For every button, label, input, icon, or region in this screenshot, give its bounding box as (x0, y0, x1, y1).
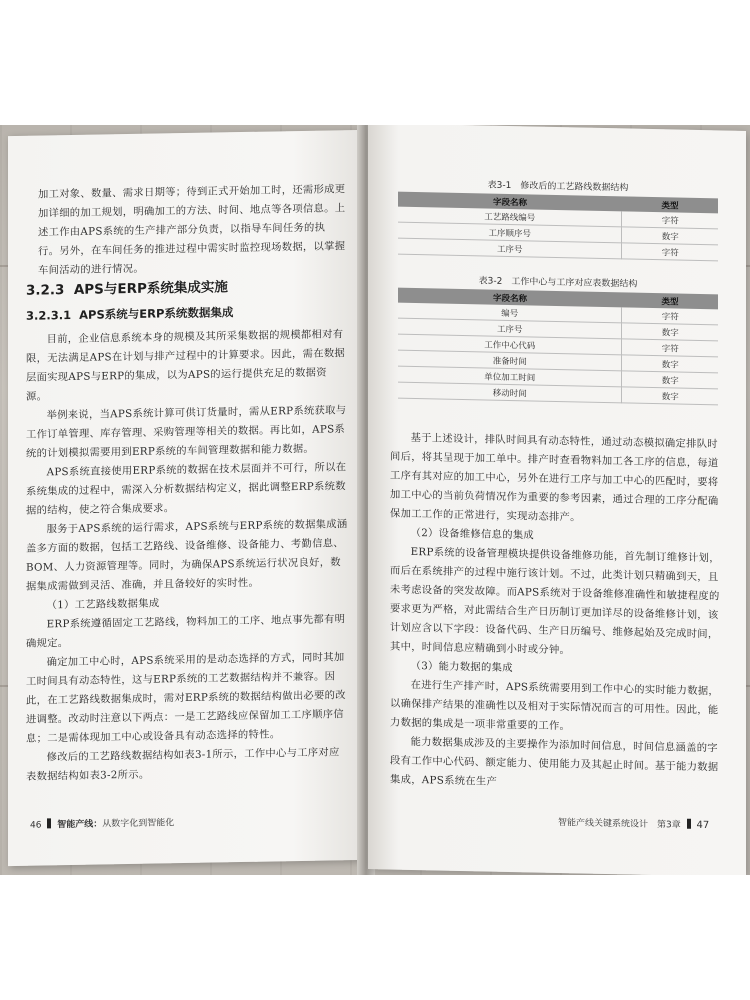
table-cell: 移动时间 (398, 382, 622, 403)
table-cell: 单位加工时间 (398, 366, 622, 387)
table-3-1-caption: 表3-1 修改后的工艺路线数据结构 (487, 180, 629, 194)
right-page-number: 47 (696, 819, 710, 832)
footer-bar (47, 818, 51, 828)
table-cell: 字符 (622, 339, 718, 357)
left-paragraph-2: 举例来说，当APS系统计算可供订货量时，需从ERP系统获取与工作订单管理、库存管理、采购管理等相关的数据。再比如，APS系统的计划模拟需要用到ERP系统的车间管理数据和能力数据。 (26, 404, 347, 460)
left-paragraph-7: 修改后的工艺路线数据结构如表3-1所示，工作中心与工序对应表数据结构如表3-2所示。 (26, 746, 340, 783)
table-cell: 数字 (622, 387, 718, 405)
left-item-1: （1）工艺路线数据集成 (46, 597, 160, 612)
left-page-number: 46 (30, 820, 42, 831)
table-cell: 字符 (622, 211, 718, 229)
right-item-2: （2）设备维修信息的集成 (410, 526, 535, 542)
book-photo (0, 125, 750, 875)
footer-chapter: 智能产线关键系统设计 第3章 (558, 818, 681, 831)
left-paragraph-3: APS系统直接使用ERP系统的数据在技术层面并不可行，所以在系统集成的过程中，需深入分析数据结构定义，据此调整ERP系统数据的结构，使之符合集成要求。 (26, 461, 347, 517)
right-page (368, 125, 746, 875)
right-footer (558, 815, 709, 831)
table-cell: 数字 (622, 355, 718, 373)
table-cell: 工序号 (398, 238, 622, 259)
table-cell: 工艺路线编号 (398, 207, 622, 227)
left-paragraph-5: ERP系统遵循固定工艺路线，物料加工的工序、地点事先都有明确规定。 (26, 613, 346, 650)
table-header: 类型 (622, 292, 718, 309)
table-cell: 准备时间 (398, 350, 622, 371)
left-paragraph-6: 确定加工中心时，APS系统采用的是动态选择的方式，同时其加工时间具有动态特性，这与ERP系统的工艺数据结构并不兼容。因此，在工艺路线数据集成时，需对ERP系统的数据结构做出必要的改进调整。改动时注意以下两点：一是工艺路线应保留加工工序顺序信息；二是需体现加工中心或设备具有动态选择的特性。 (26, 651, 346, 745)
table-cell: 字符 (622, 307, 718, 325)
table-3-2 (398, 272, 718, 406)
table-3-2-caption: 表3-2 工作中心与工序对应表数据结构 (478, 276, 638, 290)
table-cell: 字符 (622, 243, 718, 261)
table-header: 字段名称 (398, 192, 622, 212)
table-cell: 数字 (622, 371, 718, 389)
footer-bar (687, 819, 691, 829)
table-header: 类型 (622, 196, 718, 213)
left-intro-paragraph: 加工对象、数量、需求日期等；待到正式开始加工时，还需形成更加详细的加工规划，明确加工的方法、时间、地点等各项信息。上述工作由APS系统的生产排产部分负责，以指导车间任务的执行。另外，在车间任务的推进过程中需实时监控现场数据，以掌握车间活动的进行情况。 (38, 183, 346, 277)
subsection-title: APS系统与ERP系统数据集成 (79, 305, 234, 322)
footer-book-subtitle: 从数字化到智能化 (102, 818, 175, 830)
left-page (8, 130, 364, 866)
section-title: APS与ERP系统集成实施 (73, 279, 228, 298)
subsection-number: 3.2.3.1 (26, 308, 72, 323)
table-3-1 (398, 176, 718, 262)
right-item-3: （3）能力数据的集成 (410, 659, 513, 675)
left-footer (30, 815, 174, 831)
right-paragraph-2: ERP系统的设备管理模块提供设备维修功能，首先制订维修计划，而后在系统排产的过程中施行该计划。不过，此类计划只精确到天，且未考虑设备的突发故障。而APS系统对于设备维修准确性和敏捷程度的要求更为严格，对此需结合生产日历制订更加详尽的设备维修计划，该计划应含以下字段：设备代码、生产日历编号、维修起始及完成时间，其中，时间信息应精确到小时或分钟。 (390, 545, 720, 657)
table-header: 字段名称 (398, 288, 622, 308)
table-cell: 工序号 (398, 318, 622, 339)
right-paragraph-4: 能力数据集成涉及的主要操作为添加时间信息，时间信息涵盖的字段有工作中心代码、额定能力、使用能力及其起止时间。基于能力数据集成，APS系统在生产 (390, 735, 719, 788)
table-cell: 数字 (622, 323, 718, 341)
left-paragraph-4: 服务于APS系统的运行需求，APS系统与ERP系统的数据集成涵盖多方面的数据，包括工艺路线、设备维修、设备能力、考勤信息、BOM、人力资源管理等。同时，为确保APS系统运行状况良好，数据集成需做到灵活、准确，并且备较好的实时性。 (26, 518, 348, 593)
table-cell: 数字 (622, 227, 718, 245)
right-paragraph-1: 基于上述设计，排队时间具有动态特性，通过动态模拟确定排队时间后，将其呈现于加工单中。排产时查看物料加工各工序的信息，每道工序有其对应的加工中心，另外在进行工序与加工中心的匹配时，要将加工中心的当前负荷情况作为重要的参考因素，通过合理的工序分配确保加工工作的正常进行，实现动态排产。 (390, 431, 719, 524)
table-cell: 工作中心代码 (398, 334, 622, 355)
section-number: 3.2.3 (26, 282, 65, 299)
left-paragraph-1: 目前，企业信息系统本身的规模及其所采集数据的规模都相对有限，无法满足APS在计划与排产过程中的计算要求。因此，需在数据层面实现APS与ERP的集成，以为APS的运行提供充足的数据资源。 (26, 328, 346, 403)
right-paragraph-3: 在进行生产排产时，APS系统需要用到工作中心的实时能力数据，以确保排产结果的准确性以及相对于实际情况而言的可用性。因此，能力数据的集成是一项非常重要的工作。 (390, 678, 720, 733)
section-heading (26, 273, 346, 299)
table-cell: 工序顺序号 (398, 222, 622, 243)
subsection-heading (26, 302, 346, 324)
footer-book-title: 智能产线： (57, 819, 103, 831)
table-cell: 编号 (398, 303, 622, 323)
